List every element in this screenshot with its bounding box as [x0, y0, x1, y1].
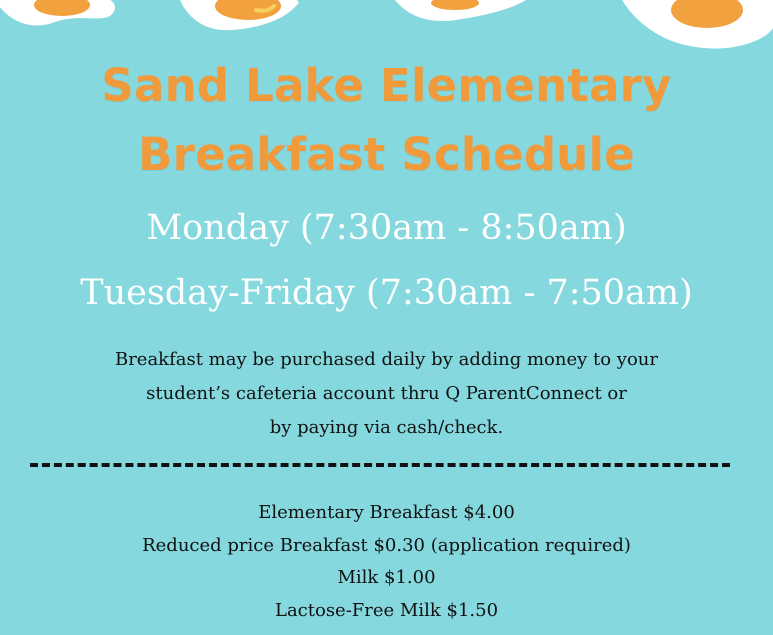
fried-egg-icon [180, 0, 299, 30]
milk-price: Milk $1.00 [337, 567, 436, 588]
payment-info-line-3: by paying via cash/check. [269, 417, 504, 438]
lactose-free-milk-price: Lactose-Free Milk $1.50 [274, 600, 499, 621]
fried-egg-icon [0, 0, 115, 26]
monday-schedule: Monday (7:30am - 8:50am) [146, 208, 627, 248]
flyer-title-line-2: Breakfast Schedule [138, 128, 635, 181]
payment-info-line-1: Breakfast may be purchased daily by adding money to your [114, 349, 659, 370]
dashed-divider [30, 463, 730, 467]
reduced-breakfast-price: Reduced price Breakfast $0.30 (application required) [142, 535, 631, 556]
fried-egg-icon [622, 0, 773, 48]
elementary-breakfast-price: Elementary Breakfast $4.00 [258, 502, 515, 523]
fried-egg-icon [395, 0, 526, 21]
flyer-title-line-1: Sand Lake Elementary [101, 59, 672, 112]
payment-info-line-2: student’s cafeteria account thru Q ParentConnect or [146, 383, 627, 404]
tuesday-friday-schedule: Tuesday-Friday (7:30am - 7:50am) [80, 273, 693, 313]
